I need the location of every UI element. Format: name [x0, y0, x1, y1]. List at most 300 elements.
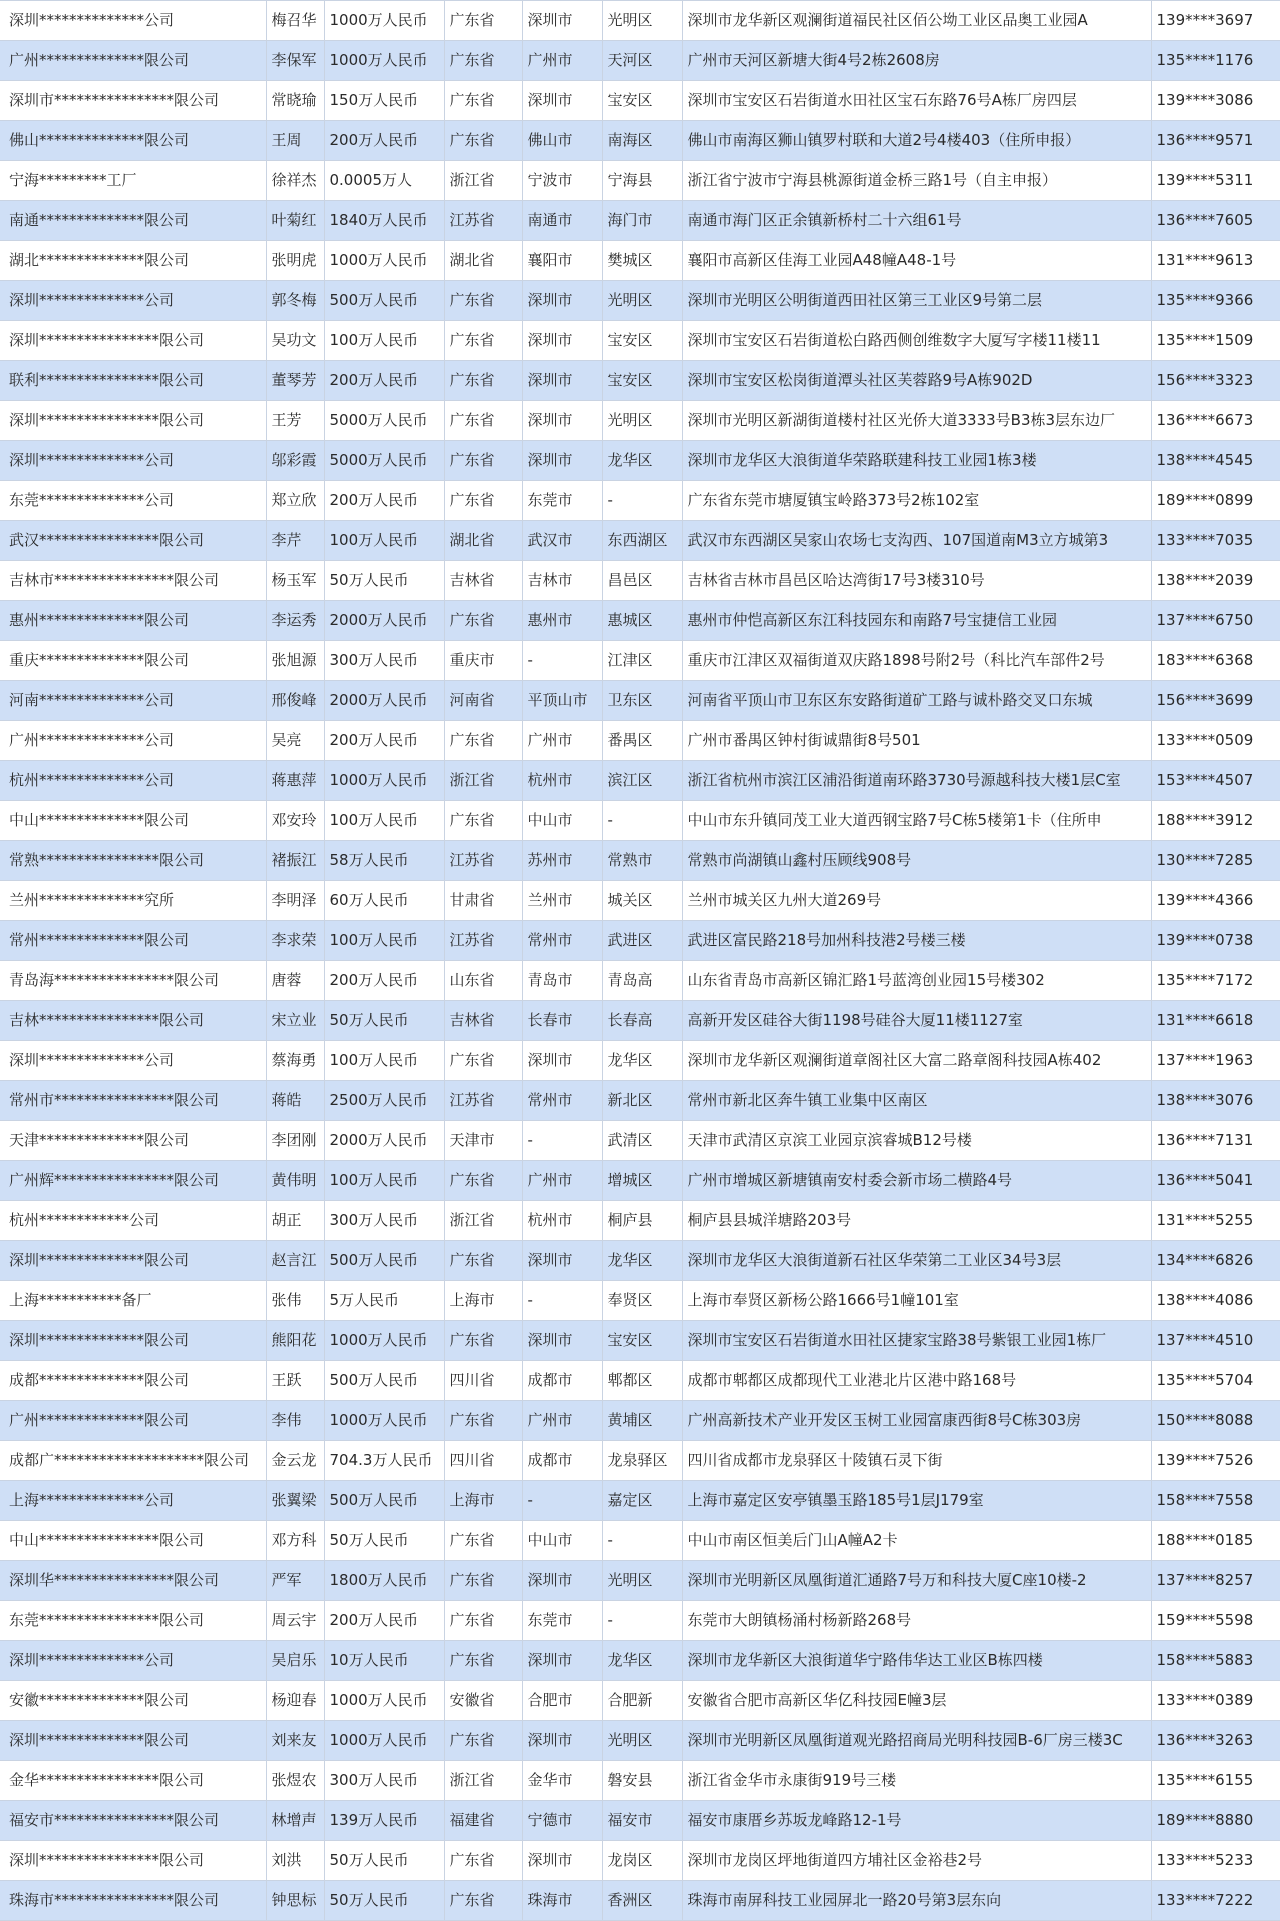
registered-capital-cell: 1000万人民币	[324, 241, 444, 281]
registered-capital-cell: 500万人民币	[324, 1361, 444, 1401]
address-cell: 深圳市宝安区松岗街道潭头社区芙蓉路9号A栋902D	[682, 361, 1151, 401]
address-cell: 深圳市龙华区大浪街道新石社区华荣第二工业区34号3层	[682, 1241, 1151, 1281]
registered-capital-cell: 50万人民币	[324, 1521, 444, 1561]
phone-cell: 139****5311	[1151, 161, 1280, 201]
district-cell: 光明区	[602, 1, 682, 41]
legal-representative-cell: 宋立业	[266, 1001, 324, 1041]
district-cell: 海门市	[602, 201, 682, 241]
province-cell: 广东省	[444, 1721, 522, 1761]
legal-representative-cell: 叶菊红	[266, 201, 324, 241]
district-cell: 武清区	[602, 1121, 682, 1161]
city-cell: 金华市	[522, 1761, 602, 1801]
company-name-cell: 佛山**************限公司	[0, 121, 266, 161]
legal-representative-cell: 刘洪	[266, 1841, 324, 1881]
address-cell: 深圳市龙华新区观澜街道章阁社区大富二路章阁科技园A栋402	[682, 1041, 1151, 1081]
province-cell: 广东省	[444, 121, 522, 161]
address-cell: 吉林省吉林市昌邑区哈达湾街17号3楼310号	[682, 561, 1151, 601]
table-row	[0, 961, 1280, 1001]
province-cell: 广东省	[444, 361, 522, 401]
table-row	[0, 401, 1280, 441]
address-cell: 常熟市尚湖镇山鑫村压顾线908号	[682, 841, 1151, 881]
company-name-cell: 深圳**************限公司	[0, 1321, 266, 1361]
city-cell: 中山市	[522, 801, 602, 841]
province-cell: 浙江省	[444, 1761, 522, 1801]
address-cell: 浙江省宁波市宁海县桃源街道金桥三路1号（自主申报）	[682, 161, 1151, 201]
registered-capital-cell: 200万人民币	[324, 1601, 444, 1641]
phone-cell: 136****3263	[1151, 1721, 1280, 1761]
table-row	[0, 1641, 1280, 1681]
district-cell: 龙华区	[602, 441, 682, 481]
legal-representative-cell: 郑立欣	[266, 481, 324, 521]
province-cell: 广东省	[444, 1241, 522, 1281]
district-cell: -	[602, 801, 682, 841]
city-cell: 深圳市	[522, 1241, 602, 1281]
company-name-cell: 深圳**************公司	[0, 1, 266, 41]
address-cell: 佛山市南海区狮山镇罗村联和大道2号4楼403（住所申报）	[682, 121, 1151, 161]
registered-capital-cell: 5000万人民币	[324, 401, 444, 441]
city-cell: 南通市	[522, 201, 602, 241]
phone-cell: 158****5883	[1151, 1641, 1280, 1681]
registered-capital-cell: 1000万人民币	[324, 761, 444, 801]
legal-representative-cell: 李团刚	[266, 1121, 324, 1161]
phone-cell: 135****7172	[1151, 961, 1280, 1001]
district-cell: 卫东区	[602, 681, 682, 721]
company-name-cell: 宁海*********工厂	[0, 161, 266, 201]
registered-capital-cell: 300万人民币	[324, 1201, 444, 1241]
district-cell: 南海区	[602, 121, 682, 161]
legal-representative-cell: 唐蓉	[266, 961, 324, 1001]
address-cell: 襄阳市高新区佳海工业园A48幢A48-1号	[682, 241, 1151, 281]
address-cell: 广州市天河区新塘大街4号2栋2608房	[682, 41, 1151, 81]
city-cell: 深圳市	[522, 1041, 602, 1081]
company-name-cell: 深圳**************公司	[0, 441, 266, 481]
company-name-cell: 东莞**************公司	[0, 481, 266, 521]
table-row	[0, 321, 1280, 361]
legal-representative-cell: 李明泽	[266, 881, 324, 921]
city-cell: 成都市	[522, 1361, 602, 1401]
legal-representative-cell: 李求荣	[266, 921, 324, 961]
legal-representative-cell: 邢俊峰	[266, 681, 324, 721]
district-cell: 嘉定区	[602, 1481, 682, 1521]
registered-capital-cell: 1840万人民币	[324, 201, 444, 241]
phone-cell: 135****9366	[1151, 281, 1280, 321]
address-cell: 深圳市光明区公明街道西田社区第三工业区9号第二层	[682, 281, 1151, 321]
city-cell: 深圳市	[522, 1641, 602, 1681]
city-cell: 杭州市	[522, 761, 602, 801]
province-cell: 湖北省	[444, 521, 522, 561]
legal-representative-cell: 黄伟明	[266, 1161, 324, 1201]
district-cell: 福安市	[602, 1801, 682, 1841]
district-cell: 番禺区	[602, 721, 682, 761]
registered-capital-cell: 500万人民币	[324, 1241, 444, 1281]
registered-capital-cell: 60万人民币	[324, 881, 444, 921]
legal-representative-cell: 吴功文	[266, 321, 324, 361]
phone-cell: 133****0509	[1151, 721, 1280, 761]
registered-capital-cell: 5000万人民币	[324, 441, 444, 481]
city-cell: 青岛市	[522, 961, 602, 1001]
legal-representative-cell: 褚振江	[266, 841, 324, 881]
company-name-cell: 深圳****************限公司	[0, 1841, 266, 1881]
phone-cell: 189****0899	[1151, 481, 1280, 521]
company-name-cell: 吉林****************限公司	[0, 1001, 266, 1041]
address-cell: 深圳市龙华新区大浪街道华宁路伟华达工业区B栋四楼	[682, 1641, 1151, 1681]
company-name-cell: 深圳**************限公司	[0, 1721, 266, 1761]
company-name-cell: 常熟****************限公司	[0, 841, 266, 881]
address-cell: 广东省东莞市塘厦镇宝岭路373号2栋102室	[682, 481, 1151, 521]
legal-representative-cell: 李运秀	[266, 601, 324, 641]
company-name-cell: 珠海市****************限公司	[0, 1881, 266, 1921]
province-cell: 广东省	[444, 441, 522, 481]
province-cell: 上海市	[444, 1281, 522, 1321]
phone-cell: 183****6368	[1151, 641, 1280, 681]
province-cell: 广东省	[444, 1401, 522, 1441]
table-row	[0, 1161, 1280, 1201]
table-row	[0, 161, 1280, 201]
registered-capital-cell: 1000万人民币	[324, 1681, 444, 1721]
legal-representative-cell: 林增声	[266, 1801, 324, 1841]
district-cell: 黄埔区	[602, 1401, 682, 1441]
city-cell: 杭州市	[522, 1201, 602, 1241]
district-cell: 樊城区	[602, 241, 682, 281]
phone-cell: 131****6618	[1151, 1001, 1280, 1041]
province-cell: 广东省	[444, 1521, 522, 1561]
city-cell: 深圳市	[522, 321, 602, 361]
legal-representative-cell: 严军	[266, 1561, 324, 1601]
registered-capital-cell: 0.0005万人	[324, 161, 444, 201]
phone-cell: 130****7285	[1151, 841, 1280, 881]
district-cell: 合肥新	[602, 1681, 682, 1721]
province-cell: 广东省	[444, 1, 522, 41]
city-cell: 广州市	[522, 41, 602, 81]
province-cell: 浙江省	[444, 161, 522, 201]
address-cell: 深圳市宝安区石岩街道松白路西侧创维数字大厦写字楼11楼11	[682, 321, 1151, 361]
province-cell: 上海市	[444, 1481, 522, 1521]
company-name-cell: 青岛海****************限公司	[0, 961, 266, 1001]
registered-capital-cell: 100万人民币	[324, 1041, 444, 1081]
registered-capital-cell: 100万人民币	[324, 921, 444, 961]
address-cell: 重庆市江津区双福街道双庆路1898号附2号（科比汽车部件2号	[682, 641, 1151, 681]
province-cell: 广东省	[444, 1041, 522, 1081]
legal-representative-cell: 王跃	[266, 1361, 324, 1401]
district-cell: 长春高	[602, 1001, 682, 1041]
address-cell: 中山市南区恒美后门山A幢A2卡	[682, 1521, 1151, 1561]
company-name-cell: 湖北**************限公司	[0, 241, 266, 281]
legal-representative-cell: 邬彩霞	[266, 441, 324, 481]
city-cell: 苏州市	[522, 841, 602, 881]
company-name-cell: 安徽**************限公司	[0, 1681, 266, 1721]
table-row	[0, 1561, 1280, 1601]
district-cell: 宝安区	[602, 1321, 682, 1361]
district-cell: 香洲区	[602, 1881, 682, 1921]
phone-cell: 131****9613	[1151, 241, 1280, 281]
legal-representative-cell: 蔡海勇	[266, 1041, 324, 1081]
phone-cell: 131****5255	[1151, 1201, 1280, 1241]
district-cell: -	[602, 1601, 682, 1641]
address-cell: 福安市康厝乡苏坂龙峰路12-1号	[682, 1801, 1151, 1841]
company-name-cell: 中山**************限公司	[0, 801, 266, 841]
company-name-cell: 深圳**************限公司	[0, 1241, 266, 1281]
table-row	[0, 201, 1280, 241]
company-name-cell: 广州**************限公司	[0, 41, 266, 81]
table-row	[0, 1041, 1280, 1081]
legal-representative-cell: 董琴芳	[266, 361, 324, 401]
company-name-cell: 广州**************公司	[0, 721, 266, 761]
district-cell: 东西湖区	[602, 521, 682, 561]
city-cell: -	[522, 641, 602, 681]
phone-cell: 139****0738	[1151, 921, 1280, 961]
registered-capital-cell: 10万人民币	[324, 1641, 444, 1681]
province-cell: 广东省	[444, 1601, 522, 1641]
province-cell: 广东省	[444, 601, 522, 641]
address-cell: 广州市番禺区钟村街诚鼎街8号501	[682, 721, 1151, 761]
table-row	[0, 241, 1280, 281]
phone-cell: 138****4086	[1151, 1281, 1280, 1321]
table-row	[0, 1201, 1280, 1241]
city-cell: 中山市	[522, 1521, 602, 1561]
district-cell: 增城区	[602, 1161, 682, 1201]
registered-capital-cell: 100万人民币	[324, 521, 444, 561]
province-cell: 广东省	[444, 41, 522, 81]
address-cell: 天津市武清区京滨工业园京滨睿城B12号楼	[682, 1121, 1151, 1161]
province-cell: 广东省	[444, 1641, 522, 1681]
phone-cell: 137****4510	[1151, 1321, 1280, 1361]
address-cell: 东莞市大朗镇杨涌村杨新路268号	[682, 1601, 1151, 1641]
registered-capital-cell: 200万人民币	[324, 721, 444, 761]
city-cell: -	[522, 1281, 602, 1321]
table-row	[0, 1521, 1280, 1561]
company-name-cell: 联利****************限公司	[0, 361, 266, 401]
company-name-cell: 深圳华****************限公司	[0, 1561, 266, 1601]
legal-representative-cell: 徐祥杰	[266, 161, 324, 201]
province-cell: 广东省	[444, 721, 522, 761]
table-row	[0, 1761, 1280, 1801]
city-cell: 深圳市	[522, 361, 602, 401]
company-name-cell: 金华****************限公司	[0, 1761, 266, 1801]
legal-representative-cell: 吴亮	[266, 721, 324, 761]
phone-cell: 137****6750	[1151, 601, 1280, 641]
address-cell: 桐庐县县城洋塘路203号	[682, 1201, 1151, 1241]
city-cell: 襄阳市	[522, 241, 602, 281]
company-name-cell: 常州**************限公司	[0, 921, 266, 961]
registered-capital-cell: 500万人民币	[324, 281, 444, 321]
table-row	[0, 801, 1280, 841]
city-cell: 广州市	[522, 1401, 602, 1441]
city-cell: 常州市	[522, 1081, 602, 1121]
district-cell: 光明区	[602, 1561, 682, 1601]
company-name-cell: 南通**************限公司	[0, 201, 266, 241]
province-cell: 吉林省	[444, 1001, 522, 1041]
table-row	[0, 1361, 1280, 1401]
city-cell: -	[522, 1481, 602, 1521]
company-name-cell: 深圳**************公司	[0, 1041, 266, 1081]
table-row	[0, 81, 1280, 121]
district-cell: 光明区	[602, 401, 682, 441]
table-row	[0, 1001, 1280, 1041]
registered-capital-cell: 100万人民币	[324, 801, 444, 841]
district-cell: 龙岗区	[602, 1841, 682, 1881]
city-cell: 成都市	[522, 1441, 602, 1481]
legal-representative-cell: 王周	[266, 121, 324, 161]
registered-capital-cell: 500万人民币	[324, 1481, 444, 1521]
district-cell: 磐安县	[602, 1761, 682, 1801]
registered-capital-cell: 1000万人民币	[324, 1401, 444, 1441]
registered-capital-cell: 2500万人民币	[324, 1081, 444, 1121]
table-row	[0, 1281, 1280, 1321]
city-cell: 惠州市	[522, 601, 602, 641]
city-cell: 深圳市	[522, 1841, 602, 1881]
province-cell: 广东省	[444, 481, 522, 521]
phone-cell: 139****3697	[1151, 1, 1280, 41]
phone-cell: 135****5704	[1151, 1361, 1280, 1401]
company-name-cell: 深圳市****************限公司	[0, 81, 266, 121]
city-cell: 兰州市	[522, 881, 602, 921]
address-cell: 河南省平顶山市卫东区东安路街道矿工路与诚朴路交叉口东城	[682, 681, 1151, 721]
company-name-cell: 重庆**************限公司	[0, 641, 266, 681]
table-row	[0, 601, 1280, 641]
phone-cell: 137****8257	[1151, 1561, 1280, 1601]
province-cell: 江苏省	[444, 201, 522, 241]
province-cell: 广东省	[444, 1161, 522, 1201]
province-cell: 广东省	[444, 321, 522, 361]
district-cell: 常熟市	[602, 841, 682, 881]
district-cell: 新北区	[602, 1081, 682, 1121]
legal-representative-cell: 胡正	[266, 1201, 324, 1241]
phone-cell: 138****3076	[1151, 1081, 1280, 1121]
city-cell: 长春市	[522, 1001, 602, 1041]
phone-cell: 136****7131	[1151, 1121, 1280, 1161]
legal-representative-cell: 杨迎春	[266, 1681, 324, 1721]
city-cell: 广州市	[522, 1161, 602, 1201]
phone-cell: 150****8088	[1151, 1401, 1280, 1441]
registered-capital-cell: 50万人民币	[324, 1001, 444, 1041]
table-row	[0, 841, 1280, 881]
district-cell: 江津区	[602, 641, 682, 681]
registered-capital-cell: 150万人民币	[324, 81, 444, 121]
table-row	[0, 1721, 1280, 1761]
registered-capital-cell: 5万人民币	[324, 1281, 444, 1321]
registered-capital-cell: 200万人民币	[324, 481, 444, 521]
company-name-cell: 广州**************限公司	[0, 1401, 266, 1441]
legal-representative-cell: 张翼梁	[266, 1481, 324, 1521]
address-cell: 山东省青岛市高新区锦汇路1号蓝湾创业园15号楼302	[682, 961, 1151, 1001]
address-cell: 深圳市宝安区石岩街道水田社区宝石东路76号A栋厂房四层	[682, 81, 1151, 121]
registered-capital-cell: 300万人民币	[324, 641, 444, 681]
city-cell: -	[522, 1121, 602, 1161]
company-name-cell: 兰州**************究所	[0, 881, 266, 921]
legal-representative-cell: 赵言江	[266, 1241, 324, 1281]
phone-cell: 133****0389	[1151, 1681, 1280, 1721]
company-name-cell: 广州辉****************限公司	[0, 1161, 266, 1201]
company-name-cell: 成都广********************限公司	[0, 1441, 266, 1481]
company-name-cell: 上海***********备厂	[0, 1281, 266, 1321]
district-cell: 宝安区	[602, 321, 682, 361]
table-row	[0, 41, 1280, 81]
table-row	[0, 1241, 1280, 1281]
phone-cell: 135****1509	[1151, 321, 1280, 361]
address-cell: 珠海市南屏科技工业园屏北一路20号第3层东向	[682, 1881, 1151, 1921]
registered-capital-cell: 2000万人民币	[324, 1121, 444, 1161]
legal-representative-cell: 钟思标	[266, 1881, 324, 1921]
city-cell: 深圳市	[522, 281, 602, 321]
company-name-cell: 武汉****************限公司	[0, 521, 266, 561]
legal-representative-cell: 金云龙	[266, 1441, 324, 1481]
legal-representative-cell: 刘来友	[266, 1721, 324, 1761]
registered-capital-cell: 50万人民币	[324, 561, 444, 601]
table-row	[0, 921, 1280, 961]
phone-cell: 139****4366	[1151, 881, 1280, 921]
company-name-cell: 杭州**************公司	[0, 761, 266, 801]
registered-capital-cell: 200万人民币	[324, 961, 444, 1001]
address-cell: 上海市奉贤区新杨公路1666号1幢101室	[682, 1281, 1151, 1321]
province-cell: 重庆市	[444, 641, 522, 681]
company-name-cell: 杭州************公司	[0, 1201, 266, 1241]
legal-representative-cell: 邓方科	[266, 1521, 324, 1561]
company-name-cell: 常州市****************限公司	[0, 1081, 266, 1121]
province-cell: 江苏省	[444, 1081, 522, 1121]
company-name-cell: 上海**************公司	[0, 1481, 266, 1521]
registered-capital-cell: 200万人民币	[324, 121, 444, 161]
table-row	[0, 1881, 1280, 1921]
company-name-cell: 福安市****************限公司	[0, 1801, 266, 1841]
phone-cell: 136****5041	[1151, 1161, 1280, 1201]
table-row	[0, 481, 1280, 521]
table-row	[0, 121, 1280, 161]
district-cell: 宁海县	[602, 161, 682, 201]
district-cell: 龙华区	[602, 1641, 682, 1681]
city-cell: 宁德市	[522, 1801, 602, 1841]
province-cell: 广东省	[444, 1841, 522, 1881]
table-row	[0, 1, 1280, 41]
phone-cell: 136****6673	[1151, 401, 1280, 441]
phone-cell: 133****5233	[1151, 1841, 1280, 1881]
phone-cell: 136****7605	[1151, 201, 1280, 241]
address-cell: 上海市嘉定区安亭镇墨玉路185号1层J179室	[682, 1481, 1151, 1521]
phone-cell: 158****7558	[1151, 1481, 1280, 1521]
legal-representative-cell: 郭冬梅	[266, 281, 324, 321]
province-cell: 福建省	[444, 1801, 522, 1841]
phone-cell: 133****7035	[1151, 521, 1280, 561]
registered-capital-cell: 100万人民币	[324, 321, 444, 361]
table-row	[0, 1321, 1280, 1361]
table-row	[0, 281, 1280, 321]
city-cell: 深圳市	[522, 81, 602, 121]
province-cell: 安徽省	[444, 1681, 522, 1721]
district-cell: 宝安区	[602, 81, 682, 121]
address-cell: 深圳市光明新区凤凰街道观光路招商局光明科技园B-6厂房三楼3C	[682, 1721, 1151, 1761]
district-cell: 桐庐县	[602, 1201, 682, 1241]
table-row	[0, 881, 1280, 921]
address-cell: 兰州市城关区九州大道269号	[682, 881, 1151, 921]
address-cell: 广州市增城区新塘镇南安村委会新市场二横路4号	[682, 1161, 1151, 1201]
registered-capital-cell: 100万人民币	[324, 1161, 444, 1201]
phone-cell: 188****3912	[1151, 801, 1280, 841]
registered-capital-cell: 50万人民币	[324, 1841, 444, 1881]
address-cell: 武进区富民路218号加州科技港2号楼三楼	[682, 921, 1151, 961]
city-cell: 东莞市	[522, 1601, 602, 1641]
company-name-cell: 东莞****************限公司	[0, 1601, 266, 1641]
address-cell: 浙江省金华市永康街919号三楼	[682, 1761, 1151, 1801]
legal-representative-cell: 李伟	[266, 1401, 324, 1441]
table-row	[0, 681, 1280, 721]
province-cell: 江苏省	[444, 841, 522, 881]
legal-representative-cell: 张明虎	[266, 241, 324, 281]
city-cell: 深圳市	[522, 1321, 602, 1361]
legal-representative-cell: 蒋皓	[266, 1081, 324, 1121]
table-body	[0, 1, 1280, 1921]
legal-representative-cell: 邓安玲	[266, 801, 324, 841]
legal-representative-cell: 杨玉军	[266, 561, 324, 601]
district-cell: 龙泉驿区	[602, 1441, 682, 1481]
